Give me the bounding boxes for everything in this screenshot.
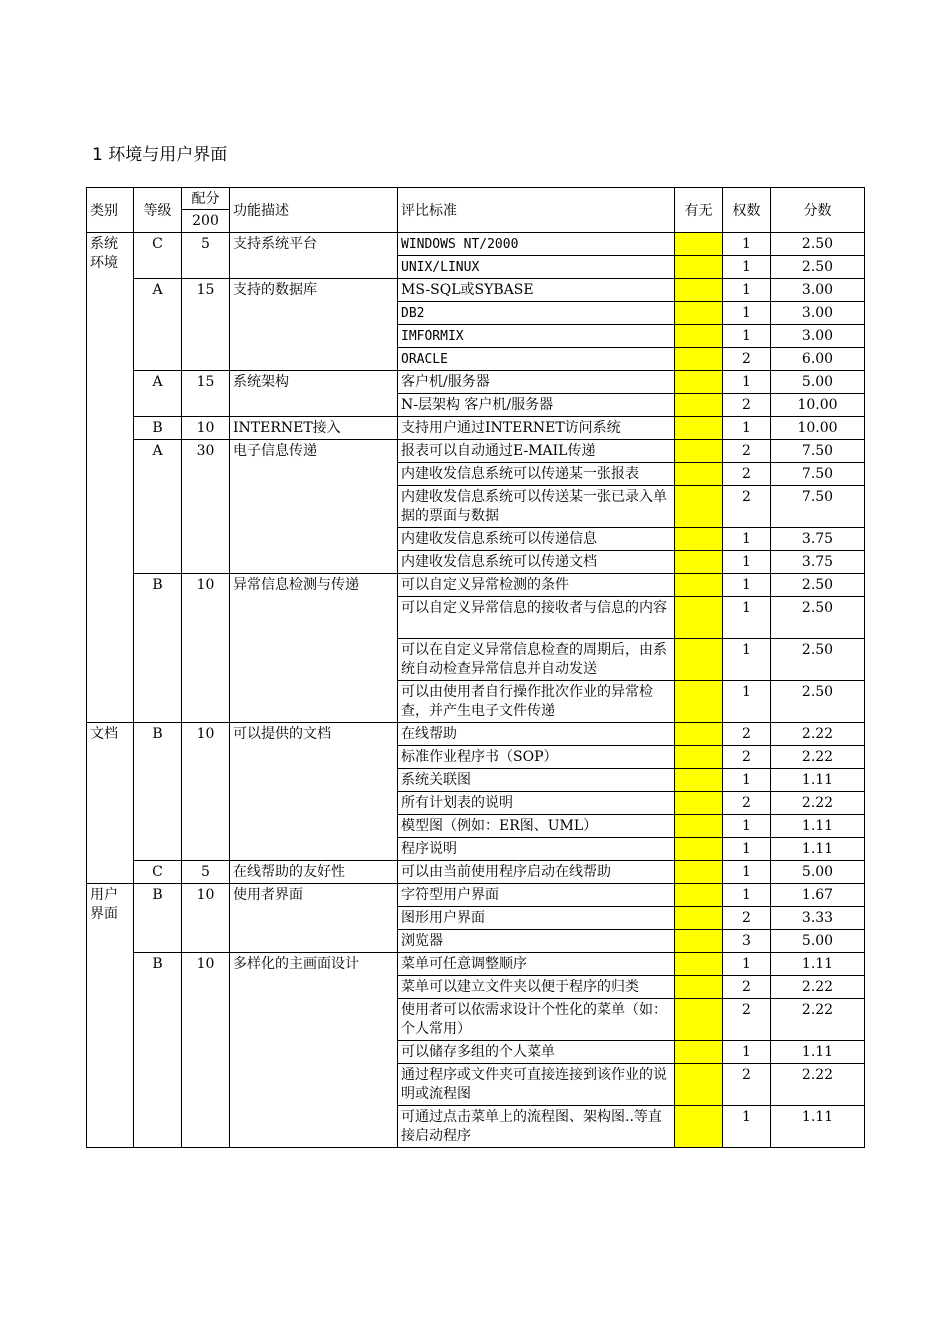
- score-cell: 1.11: [771, 1041, 865, 1064]
- criteria-cell: 支持用户通过INTERNET访问系统: [398, 417, 675, 440]
- yes-no-input-cell[interactable]: [675, 907, 723, 930]
- criteria-cell: 图形用户界面: [398, 907, 675, 930]
- criteria-cell: 菜单可以建立文件夹以便于程序的归类: [398, 976, 675, 999]
- points-cell: 5: [182, 233, 230, 279]
- category-cell: 文档: [87, 723, 134, 884]
- weight-cell: 1: [723, 1041, 771, 1064]
- yes-no-input-cell[interactable]: [675, 371, 723, 394]
- table-row: [87, 279, 865, 302]
- yes-no-input-cell[interactable]: [675, 1041, 723, 1064]
- score-cell: 2.22: [771, 976, 865, 999]
- weight-cell: 2: [723, 976, 771, 999]
- criteria-cell: N-层架构 客户机/服务器: [398, 394, 675, 417]
- table-row: [87, 417, 865, 440]
- criteria-cell: 可以在自定义异常信息检查的周期后，由系统自动检查异常信息并自动发送: [398, 639, 675, 681]
- criteria-cell: UNIX/LINUX: [398, 256, 675, 279]
- grade-cell: B: [134, 723, 182, 861]
- score-cell: 2.22: [771, 1064, 865, 1106]
- grade-cell: B: [134, 417, 182, 440]
- points-cell: 15: [182, 279, 230, 371]
- score-cell: 3.00: [771, 279, 865, 302]
- yes-no-input-cell[interactable]: [675, 440, 723, 463]
- weight-cell: 1: [723, 769, 771, 792]
- weight-cell: 1: [723, 528, 771, 551]
- yes-no-input-cell[interactable]: [675, 574, 723, 597]
- criteria-cell: 所有计划表的说明: [398, 792, 675, 815]
- yes-no-input-cell[interactable]: [675, 256, 723, 279]
- header-yes-no: 有无: [675, 188, 723, 233]
- function-cell: INTERNET接入: [230, 417, 398, 440]
- function-cell: 电子信息传递: [230, 440, 398, 574]
- weight-cell: 1: [723, 551, 771, 574]
- yes-no-input-cell[interactable]: [675, 976, 723, 999]
- score-cell: 3.33: [771, 907, 865, 930]
- weight-cell: 1: [723, 639, 771, 681]
- points-cell: 10: [182, 953, 230, 1148]
- table-row: [87, 371, 865, 394]
- criteria-cell: 内建收发信息系统可以传递文档: [398, 551, 675, 574]
- score-cell: 10.00: [771, 394, 865, 417]
- points-cell: 10: [182, 723, 230, 861]
- yes-no-input-cell[interactable]: [675, 463, 723, 486]
- table-row: [87, 884, 865, 907]
- weight-cell: 1: [723, 325, 771, 348]
- weight-cell: 2: [723, 792, 771, 815]
- score-cell: 6.00: [771, 348, 865, 371]
- weight-cell: 1: [723, 681, 771, 723]
- points-cell: 15: [182, 371, 230, 417]
- weight-cell: 2: [723, 348, 771, 371]
- score-cell: 1.11: [771, 769, 865, 792]
- yes-no-input-cell[interactable]: [675, 769, 723, 792]
- criteria-cell: 菜单可任意调整顺序: [398, 953, 675, 976]
- score-cell: 2.50: [771, 256, 865, 279]
- weight-cell: 2: [723, 907, 771, 930]
- score-cell: 3.75: [771, 528, 865, 551]
- weight-cell: 2: [723, 1064, 771, 1106]
- yes-no-input-cell[interactable]: [675, 417, 723, 440]
- weight-cell: 1: [723, 371, 771, 394]
- function-cell: 支持的数据库: [230, 279, 398, 371]
- function-cell: 系统架构: [230, 371, 398, 417]
- weight-cell: 1: [723, 233, 771, 256]
- yes-no-input-cell[interactable]: [675, 746, 723, 769]
- table-row: [87, 861, 865, 884]
- score-cell: 10.00: [771, 417, 865, 440]
- yes-no-input-cell[interactable]: [675, 486, 723, 528]
- grade-cell: C: [134, 233, 182, 279]
- weight-cell: 3: [723, 930, 771, 953]
- score-cell: 3.00: [771, 302, 865, 325]
- criteria-cell: 通过程序或文件夹可直接连接到该作业的说明或流程图: [398, 1064, 675, 1106]
- grade-cell: B: [134, 574, 182, 723]
- criteria-cell: 可通过点击菜单上的流程图、架构图..等直接启动程序: [398, 1106, 675, 1148]
- criteria-cell: 可以自定义异常检测的条件: [398, 574, 675, 597]
- yes-no-input-cell[interactable]: [675, 723, 723, 746]
- table-row: [87, 953, 865, 976]
- table-row: [87, 233, 865, 256]
- score-cell: 3.00: [771, 325, 865, 348]
- weight-cell: 1: [723, 417, 771, 440]
- score-cell: 5.00: [771, 371, 865, 394]
- score-cell: 2.22: [771, 746, 865, 769]
- weight-cell: 1: [723, 1106, 771, 1148]
- function-cell: 使用者界面: [230, 884, 398, 953]
- criteria-cell: MS-SQL或SYBASE: [398, 279, 675, 302]
- score-cell: 2.22: [771, 999, 865, 1041]
- yes-no-input-cell[interactable]: [675, 815, 723, 838]
- score-cell: 5.00: [771, 930, 865, 953]
- criteria-cell: 报表可以自动通过E-MAIL传递: [398, 440, 675, 463]
- yes-no-input-cell[interactable]: [675, 1064, 723, 1106]
- criteria-cell: 程序说明: [398, 838, 675, 861]
- criteria-cell: 可以由当前使用程序启动在线帮助: [398, 861, 675, 884]
- points-cell: 10: [182, 884, 230, 953]
- score-cell: 2.50: [771, 233, 865, 256]
- criteria-cell: WINDOWS NT/2000: [398, 233, 675, 256]
- yes-no-input-cell[interactable]: [675, 999, 723, 1041]
- header-criteria: 评比标准: [398, 188, 675, 233]
- score-cell: 7.50: [771, 463, 865, 486]
- function-cell: 在线帮助的友好性: [230, 861, 398, 884]
- criteria-cell: 在线帮助: [398, 723, 675, 746]
- header-weight: 权数: [723, 188, 771, 233]
- yes-no-input-cell[interactable]: [675, 302, 723, 325]
- yes-no-input-cell[interactable]: [675, 325, 723, 348]
- score-cell: 2.50: [771, 574, 865, 597]
- criteria-cell: 字符型用户界面: [398, 884, 675, 907]
- yes-no-input-cell[interactable]: [675, 838, 723, 861]
- table-row: [87, 574, 865, 597]
- function-cell: 异常信息检测与传递: [230, 574, 398, 723]
- points-cell: 30: [182, 440, 230, 574]
- criteria-cell: 浏览器: [398, 930, 675, 953]
- function-cell: 可以提供的文档: [230, 723, 398, 861]
- score-cell: 1.11: [771, 838, 865, 861]
- yes-no-input-cell[interactable]: [675, 551, 723, 574]
- score-cell: 2.22: [771, 723, 865, 746]
- criteria-cell: 内建收发信息系统可以传递信息: [398, 528, 675, 551]
- score-cell: 1.11: [771, 815, 865, 838]
- table-row: [87, 440, 865, 463]
- weight-cell: 1: [723, 838, 771, 861]
- grade-cell: A: [134, 279, 182, 371]
- grade-cell: B: [134, 953, 182, 1148]
- weight-cell: 2: [723, 746, 771, 769]
- weight-cell: 2: [723, 463, 771, 486]
- weight-cell: 1: [723, 953, 771, 976]
- score-cell: 2.22: [771, 792, 865, 815]
- score-cell: 2.50: [771, 597, 865, 639]
- weight-cell: 1: [723, 302, 771, 325]
- yes-no-input-cell[interactable]: [675, 394, 723, 417]
- header-function: 功能描述: [230, 188, 398, 233]
- points-cell: 5: [182, 861, 230, 884]
- function-cell: 支持系统平台: [230, 233, 398, 279]
- yes-no-input-cell[interactable]: [675, 597, 723, 639]
- score-cell: 2.50: [771, 639, 865, 681]
- yes-no-input-cell[interactable]: [675, 953, 723, 976]
- header-category: 类别: [87, 188, 134, 233]
- category-cell: 用户界面: [87, 884, 134, 1148]
- weight-cell: 1: [723, 256, 771, 279]
- yes-no-input-cell[interactable]: [675, 348, 723, 371]
- header-row: [87, 188, 865, 210]
- criteria-cell: IMFORMIX: [398, 325, 675, 348]
- score-cell: 7.50: [771, 440, 865, 463]
- yes-no-input-cell[interactable]: [675, 639, 723, 681]
- weight-cell: 1: [723, 279, 771, 302]
- grade-cell: A: [134, 440, 182, 574]
- criteria-cell: 内建收发信息系统可以传递某一张报表: [398, 463, 675, 486]
- weight-cell: 2: [723, 723, 771, 746]
- yes-no-input-cell[interactable]: [675, 279, 723, 302]
- criteria-cell: 系统关联图: [398, 769, 675, 792]
- score-cell: 1.11: [771, 953, 865, 976]
- yes-no-input-cell[interactable]: [675, 528, 723, 551]
- criteria-cell: 使用者可以依需求设计个性化的菜单（如：个人常用）: [398, 999, 675, 1041]
- grade-cell: A: [134, 371, 182, 417]
- table-row: [87, 723, 865, 746]
- yes-no-input-cell[interactable]: [675, 861, 723, 884]
- yes-no-input-cell[interactable]: [675, 233, 723, 256]
- yes-no-input-cell[interactable]: [675, 681, 723, 723]
- score-cell: 2.50: [771, 681, 865, 723]
- score-cell: 5.00: [771, 861, 865, 884]
- weight-cell: 1: [723, 574, 771, 597]
- category-cell: 系统环境: [87, 233, 134, 723]
- grade-cell: C: [134, 861, 182, 884]
- weight-cell: 2: [723, 999, 771, 1041]
- header-grade: 等级: [134, 188, 182, 233]
- yes-no-input-cell[interactable]: [675, 930, 723, 953]
- weight-cell: 1: [723, 861, 771, 884]
- criteria-cell: 可以自定义异常信息的接收者与信息的内容: [398, 597, 675, 639]
- header-score: 分数: [771, 188, 865, 233]
- score-cell: 7.50: [771, 486, 865, 528]
- score-cell: 1.11: [771, 1106, 865, 1148]
- criteria-cell: 客户机/服务器: [398, 371, 675, 394]
- evaluation-table: [86, 187, 865, 1148]
- header-allocation: 配分: [182, 188, 230, 210]
- criteria-cell: DB2: [398, 302, 675, 325]
- criteria-cell: 内建收发信息系统可以传送某一张已录入单据的票面与数据: [398, 486, 675, 528]
- score-cell: 1.67: [771, 884, 865, 907]
- criteria-cell: 可以由使用者自行操作批次作业的异常检查，并产生电子文件传递: [398, 681, 675, 723]
- section-title: 1 环境与用户界面: [92, 145, 228, 165]
- weight-cell: 2: [723, 440, 771, 463]
- yes-no-input-cell[interactable]: [675, 792, 723, 815]
- criteria-cell: 模型图（例如：ER图、UML）: [398, 815, 675, 838]
- criteria-cell: ORACLE: [398, 348, 675, 371]
- yes-no-input-cell[interactable]: [675, 1106, 723, 1148]
- yes-no-input-cell[interactable]: [675, 884, 723, 907]
- points-cell: 10: [182, 417, 230, 440]
- score-cell: 3.75: [771, 551, 865, 574]
- weight-cell: 1: [723, 815, 771, 838]
- header-allocation-total: 200: [182, 210, 230, 233]
- function-cell: 多样化的主画面设计: [230, 953, 398, 1148]
- criteria-cell: 可以储存多组的个人菜单: [398, 1041, 675, 1064]
- weight-cell: 1: [723, 884, 771, 907]
- grade-cell: B: [134, 884, 182, 953]
- weight-cell: 1: [723, 597, 771, 639]
- criteria-cell: 标准作业程序书（SOP）: [398, 746, 675, 769]
- weight-cell: 2: [723, 486, 771, 528]
- points-cell: 10: [182, 574, 230, 723]
- weight-cell: 2: [723, 394, 771, 417]
